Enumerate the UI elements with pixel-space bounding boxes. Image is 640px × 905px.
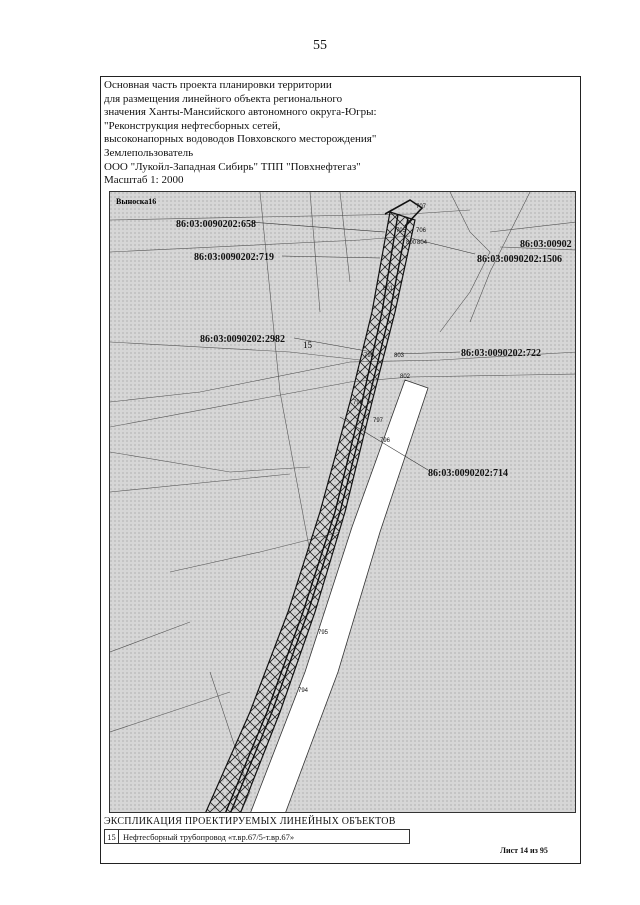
legend-text: Нефтесборный трубопровод «т.вр.67/5-т.вр.67»	[123, 831, 295, 842]
point-label: 795	[318, 630, 329, 636]
point-label: 706	[416, 228, 427, 234]
object-number: 15	[303, 340, 312, 350]
point-label: 803	[394, 353, 405, 359]
parcel-label: 86:03:0090202:658	[176, 219, 256, 230]
land-user-label: Землепользователь	[104, 146, 194, 159]
point-label: 804	[417, 240, 428, 246]
parcel-label: 86:03:0090202:714	[428, 468, 508, 479]
parcel-label: 86:03:0090202:722	[461, 348, 541, 359]
point-label: 705	[396, 228, 407, 234]
page-number: 55	[313, 38, 327, 53]
title-line: для размещения линейного объекта регионального	[104, 92, 343, 105]
point-label: 802	[400, 374, 411, 380]
point-label: 794	[298, 688, 309, 694]
parcel-label: 86:03:0090202:2982	[200, 334, 285, 345]
point-label: 707	[416, 204, 427, 210]
title-line: Основная часть проекта планировки территории	[104, 79, 332, 91]
scale-label: Масштаб 1: 2000	[104, 174, 184, 187]
parcel-label: 86:03:0090202:1506	[477, 254, 562, 265]
legend-code: 15	[105, 830, 119, 843]
point-label: 798	[353, 400, 364, 406]
title-line: высоконапорных водоводов Повховского месторождения"	[104, 133, 377, 146]
title-block	[104, 79, 524, 188]
point-label: 799	[364, 353, 375, 359]
title-line: значения Ханты-Мансийского автономного округа-Югры:	[104, 106, 377, 119]
legend-row	[104, 829, 410, 844]
sheet-number: Лист 14 из 95	[500, 846, 548, 855]
map-area	[109, 191, 576, 813]
title-line: "Реконструкция нефтесборных сетей,	[104, 119, 281, 132]
point-label: 797	[373, 418, 384, 424]
point-label: 801	[383, 286, 394, 292]
map-drawing	[110, 192, 576, 813]
parcel-label: 86:03:0090202:719	[194, 252, 274, 263]
point-label: 796	[380, 438, 391, 444]
legend-title: ЭКСПЛИКАЦИЯ ПРОЕКТИРУЕМЫХ ЛИНЕЙНЫХ ОБЪЕКТОВ	[104, 816, 396, 827]
point-label: 800	[406, 240, 417, 246]
inset-label: Выноска16	[116, 197, 157, 206]
parcel-label: 86:03:00902	[520, 239, 572, 250]
land-user-name: ООО "Лукойл-Западная Сибирь" ТПП "Повхнефтегаз"	[104, 160, 361, 173]
